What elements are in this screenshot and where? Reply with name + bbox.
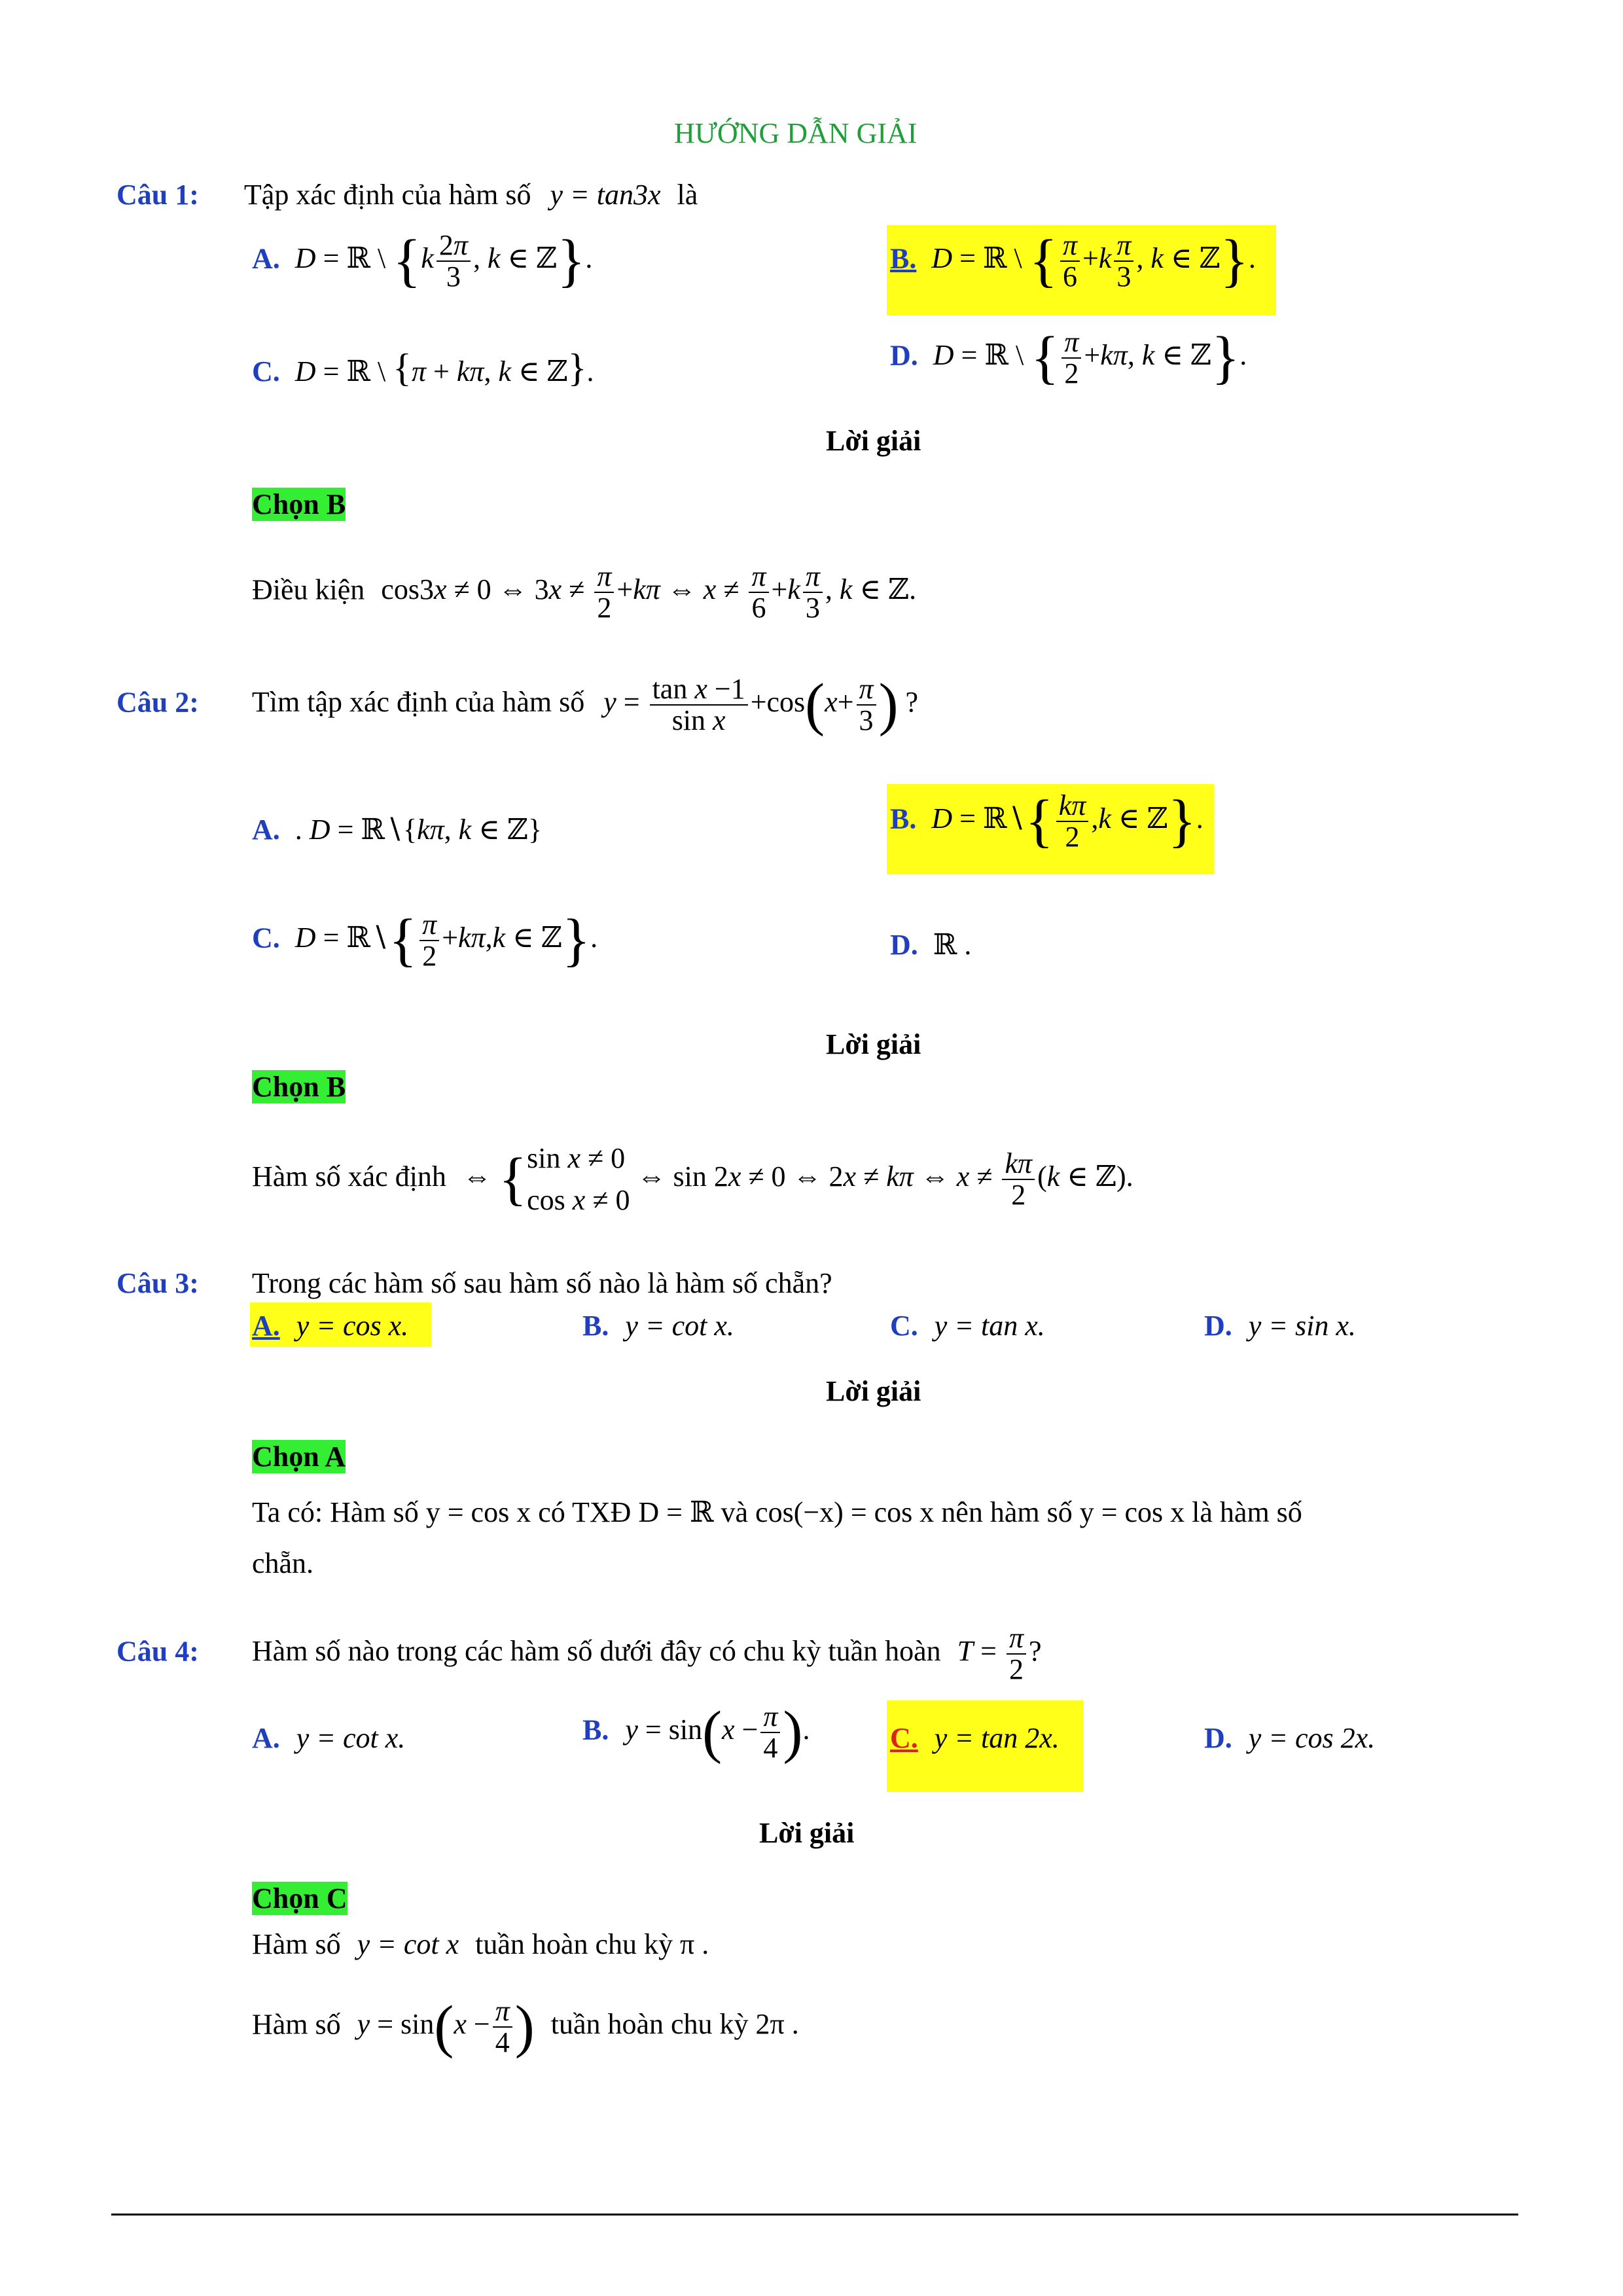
q4-option-c-formula: y = tan 2x. <box>934 1722 1060 1754</box>
q1-option-c[interactable]: C. D = ℝ \ {π + kπ, k ∈ ℤ}. <box>252 346 594 389</box>
q3-option-b-formula: y = cot x. <box>625 1310 734 1342</box>
question-1-formula: y = tan3x <box>550 179 661 211</box>
q3-option-a[interactable] <box>252 1309 408 1342</box>
q3-option-d-formula: y = sin x. <box>1248 1310 1356 1342</box>
q4-option-a-formula: y = cot x. <box>296 1722 406 1754</box>
question-1-label: Câu 1: <box>116 179 199 211</box>
q1-option-c-label: C. <box>252 355 280 387</box>
q2-explanation-prefix: Hàm số xác định <box>252 1160 446 1193</box>
q3-solution-heading: Lời giải <box>826 1375 921 1407</box>
q3-option-d[interactable] <box>1204 1309 1356 1342</box>
q4-option-b[interactable]: B. y = sin(x − $\frac{\pi}{4}$ ). <box>582 1700 810 1765</box>
question-2: Câu 2: Tìm tập xác định của hàm số y = $\frac{\text{tan x −1}}{\text{sin x}}$ +cos(x+ $\frac{\pi}{3}$ ) ? <box>116 672 919 738</box>
q4-explanation-1 <box>252 1928 709 1961</box>
question-1 <box>116 178 698 211</box>
q4-option-d-label: D. <box>1204 1722 1232 1754</box>
q4-explanation-1-tail: tuần hoàn chu kỳ π . <box>475 1928 709 1960</box>
q4-explanation-2: Hàm số y = sin(x − $\frac{\pi}{4}$ ) tuần hoàn chu kỳ 2π . <box>252 1994 799 2060</box>
q4-explanation-1-formula: y = cot x <box>357 1928 459 1960</box>
q2-option-a[interactable]: A. . D = ℝ∖{kπ, k ∈ ℤ} <box>252 814 542 846</box>
q3-option-b-label: B. <box>582 1310 609 1342</box>
q3-option-c[interactable] <box>890 1309 1045 1342</box>
q1-option-d[interactable]: D. D = ℝ \ { $\frac{\pi}{2}$ +kπ, k ∈ ℤ}. <box>890 325 1247 391</box>
question-1-tail: là <box>677 179 698 211</box>
q4-solution-heading: Lời giải <box>759 1817 855 1849</box>
q1-option-d-label: D. <box>890 339 918 372</box>
question-2-label: Câu 2: <box>116 686 199 719</box>
question-2-text: Tìm tập xác định của hàm số <box>251 686 585 719</box>
q1-option-a-label: A. <box>252 242 280 275</box>
q4-option-a[interactable] <box>252 1721 405 1755</box>
q2-option-d-label: D. <box>890 929 918 961</box>
q4-option-d-formula: y = cos 2x. <box>1248 1722 1376 1754</box>
q1-option-b[interactable]: B. D = ℝ \ { $\frac{\pi}{6}$ +k $\frac{\pi}{3}$ , k ∈ ℤ}. <box>890 228 1256 294</box>
q2-explanation: Hàm số xác định ⇔ { sin x ≠ 0 cos x ≠ 0 ⇔ sin 2x ≠ 0 ⇔ 2x ≠ kπ ⇔ x ≠ $\frac{k\pi}{2}$ (k ∈ ℤ). <box>252 1142 1133 1216</box>
q4-explanation-1-prefix: Hàm số <box>252 1928 341 1960</box>
footer-divider <box>111 2214 1518 2215</box>
q4-explanation-2-prefix: Hàm số <box>252 2008 341 2041</box>
q2-choice: Chọn B <box>252 1071 346 1103</box>
question-3-text: Trong các hàm số sau hàm số nào là hàm số chẵn? <box>251 1267 832 1299</box>
q1-choice: Chọn B <box>252 488 346 520</box>
question-3 <box>116 1266 832 1300</box>
q4-explanation-2-tail: tuần hoàn chu kỳ 2π . <box>550 2008 799 2041</box>
q1-explanation: Điều kiện cos3x ≠ 0 ⇔ 3x ≠ $\frac{\pi}{2}$ +kπ ⇔ x ≠ $\frac{\pi}{6}$ +k $\frac{\pi}{3}$ , k ∈ ℤ. <box>252 560 917 624</box>
q2-option-c[interactable]: C. D = ℝ∖{ $\frac{\pi}{2}$ +kπ,k ∈ ℤ}. <box>252 908 598 973</box>
q1-explanation-prefix: Điều kiện <box>252 573 365 606</box>
q3-option-c-label: C. <box>890 1310 918 1342</box>
q4-option-c[interactable] <box>890 1721 1060 1755</box>
question-4: Câu 4: Hàm số nào trong các hàm số dưới đây có chu kỳ tuần hoàn T = $\frac{\pi}{2}$ ? <box>116 1622 1042 1686</box>
q3-choice: Chọn A <box>252 1441 346 1473</box>
q3-explanation-line2: chẵn. <box>252 1547 314 1579</box>
q4-option-c-label: C. <box>890 1722 918 1754</box>
q1-option-b-label: B. <box>890 242 917 275</box>
q1-option-a[interactable]: A. D = ℝ \ {k $\frac{2\pi}{3}$ , k ∈ ℤ}. <box>252 228 593 294</box>
question-3-label: Câu 3: <box>116 1267 199 1299</box>
q3-option-d-label: D. <box>1204 1310 1232 1342</box>
q3-option-a-formula: y = cos x. <box>296 1310 409 1342</box>
q2-option-d[interactable]: D. ℝ . <box>890 929 972 961</box>
page-title: HƯỚNG DẪN GIẢI <box>674 117 918 149</box>
q2-option-b-label: B. <box>890 802 917 835</box>
question-4-text: Hàm số nào trong các hàm số dưới đây có chu kỳ tuần hoàn <box>251 1635 941 1668</box>
q3-option-c-formula: y = tan x. <box>934 1310 1045 1342</box>
question-4-label: Câu 4: <box>116 1635 199 1668</box>
q1-solution-heading: Lời giải <box>826 425 921 457</box>
q2-option-a-label: A. <box>252 814 280 846</box>
q3-option-b[interactable] <box>582 1309 734 1342</box>
q4-option-a-label: A. <box>252 1722 280 1754</box>
q3-option-a-label: A. <box>252 1310 280 1342</box>
q2-option-b[interactable]: B. D = ℝ∖{ $\frac{k\pi}{2}$ ,k ∈ ℤ}. <box>890 789 1204 854</box>
q4-option-b-label: B. <box>582 1713 609 1746</box>
q4-option-d[interactable] <box>1204 1721 1375 1755</box>
q2-option-c-label: C. <box>252 922 280 954</box>
q3-explanation-line1: Ta có: Hàm số y = cos x có TXĐ D = ℝ và cos(−x) = cos x nên hàm số y = cos x là hàm số <box>252 1496 1302 1528</box>
question-1-text: Tập xác định của hàm số <box>243 179 531 211</box>
q2-solution-heading: Lời giải <box>826 1028 921 1060</box>
q4-choice: Chọn C <box>252 1882 348 1914</box>
